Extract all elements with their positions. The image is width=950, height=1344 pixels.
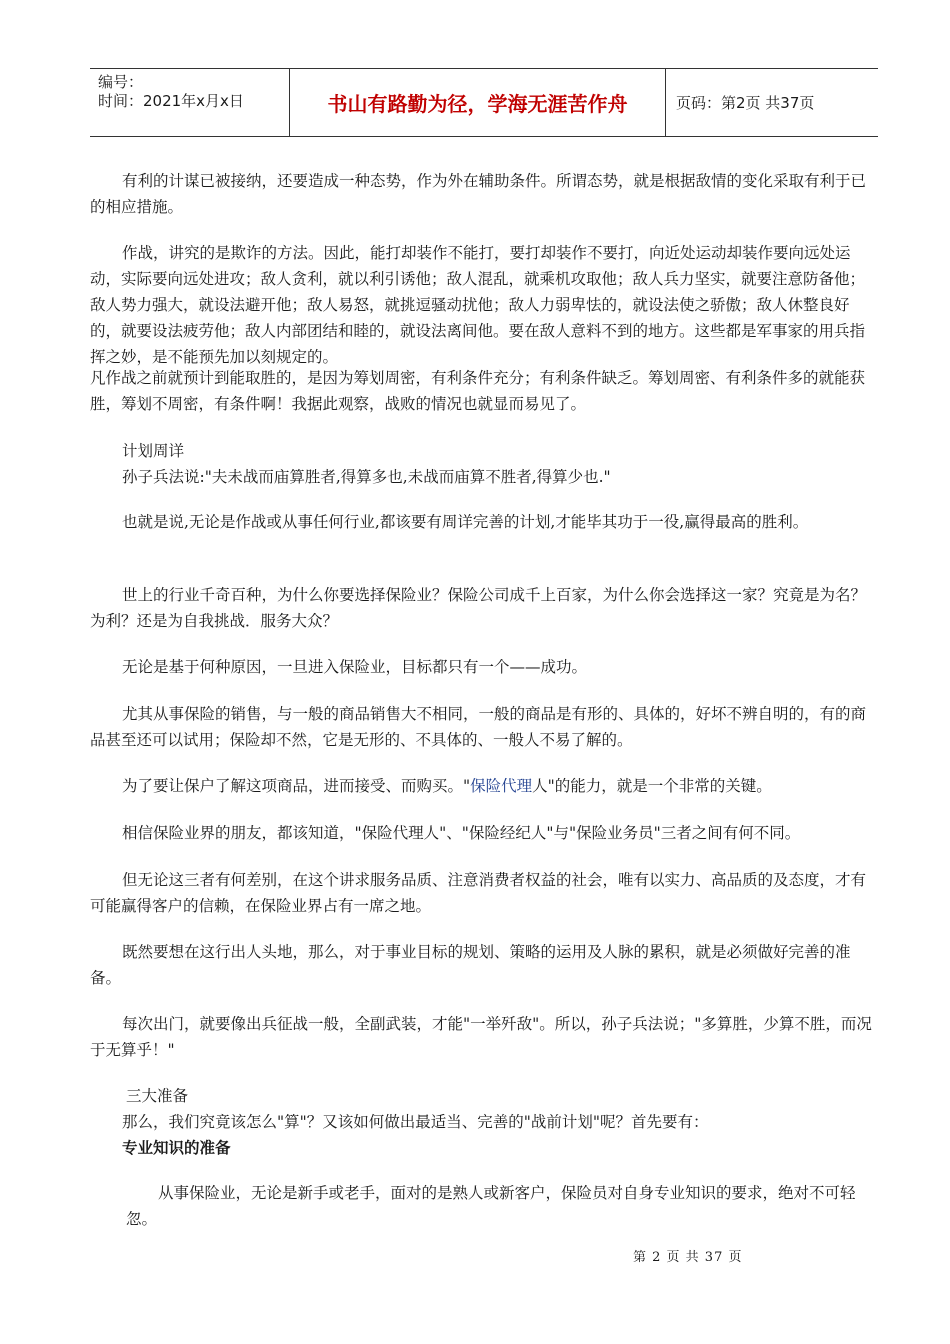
paragraph: 世上的行业千奇百种，为什么你要选择保险业？保险公司成千上百家，为什么你会选择这一家？究竟是为名？为利？还是为自我挑战．服务大众？ [90, 586, 867, 630]
section-heading-bold: 专业知识的准备 [122, 1138, 231, 1157]
quote-paragraph: 孙子兵法说:"夫未战而庙算胜者,得算多也,未战而庙算不胜者,得算少也." [122, 468, 611, 486]
paragraph: 但无论这三者有何差别，在这个讲求服务品质、注意消费者权益的社会，唯有以实力、高品质的及态度，才有可能赢得客户的信赖，在保险业界占有一席之地。 [90, 871, 867, 915]
header-page-info: 页码：第2页 共37页 [676, 94, 815, 112]
paragraph: 尤其从事保险的销售，与一般的商品销售大不相同，一般的商品是有形的、具体的，好坏不辨自明的，有的商品甚至还可以试用；保险却不然，它是无形的、不具体的、一般人不易了解的。 [90, 705, 867, 749]
page-header [90, 68, 878, 137]
time-label: 时间：2021年x月x日 [98, 92, 244, 110]
paragraph: 每次出门，就要像出兵征战一般，全副武装，才能"一举歼敌"。所以，孙子兵法说；"多算胜，少算不胜，而况于无算乎！" [90, 1015, 872, 1059]
section-heading: 三大准备 [126, 1087, 189, 1105]
header-meta [90, 69, 290, 136]
paragraph-text: 为了要让保户了解这项商品，进而接受、而购买。" [122, 777, 471, 795]
paragraph: 既然要想在这行出人头地，那么，对于事业目标的规划、策略的运用及人脉的累积，就是必须做好完善的准备。 [90, 943, 851, 987]
paragraph: 那么，我们究竟该怎么"算"？又该如何做出最适当、完善的"战前计划"呢？首先要有： [122, 1113, 709, 1131]
paragraph: 作战，讲究的是欺诈的方法。因此，能打却装作不能打，要打却装作不要打，向近处运动却装作要向远处运动，实际要向远处进攻；敌人贪利，就以利引诱他；敌人混乱，就乘机攻取他；敌人兵力坚实，就要注意防备他；敌人势力强大，就设法避开他；敌人易怒，就挑逗骚动扰他；敌人力弱卑怯的，就设法使之骄傲；敌人休整良好的，就要设法疲劳他；敌人内部团结和睦的，就设法离间他。要在敌人意料不到的地方。这些都是军事家的用兵指挥之妙，是不能预先加以刻规定的。 [90, 244, 866, 366]
header-motto: 书山有路勤为径，学海无涯苦作舟 [290, 69, 666, 136]
paragraph: 相信保险业界的朋友，都该知道，"保险代理人"、"保险经纪人"与"保险业务员"三者之间有何不同。 [122, 824, 801, 842]
page-footer: 第 2 页 共 37 页 [633, 1250, 743, 1265]
paragraph [90, 773, 880, 799]
number-label: 编号： [98, 73, 144, 91]
paragraph: 从事保险业，无论是新手或老手，面对的是熟人或新客户，保险员对自身专业知识的要求，绝对不可轻忽。 [126, 1184, 856, 1228]
paragraph: 有利的计谋已被接纳，还要造成一种态势，作为外在辅助条件。所谓态势，就是根据敌情的变化采取有利于已的相应措施。 [90, 172, 867, 216]
paragraph: 凡作战之前就预计到能取胜的，是因为筹划周密，有利条件充分；有利条件缺乏。筹划周密、有利条件多的就能获胜，筹划不周密，有条件啊！我据此观察，战败的情况也就显而易见了。 [90, 369, 866, 413]
agent-link[interactable]: 保险代理 [470, 777, 533, 795]
section-heading: 计划周详 [122, 442, 185, 460]
paragraph-text: 人"的能力，就是一个非常的关键。 [532, 777, 772, 795]
paragraph: 无论是基于何种原因，一旦进入保险业，目标都只有一个——成功。 [122, 658, 588, 676]
paragraph: 也就是说,无论是作战或从事任何行业,都该要有周详完善的计划,才能毕其功于一役,赢得最高的胜利。 [122, 513, 809, 531]
